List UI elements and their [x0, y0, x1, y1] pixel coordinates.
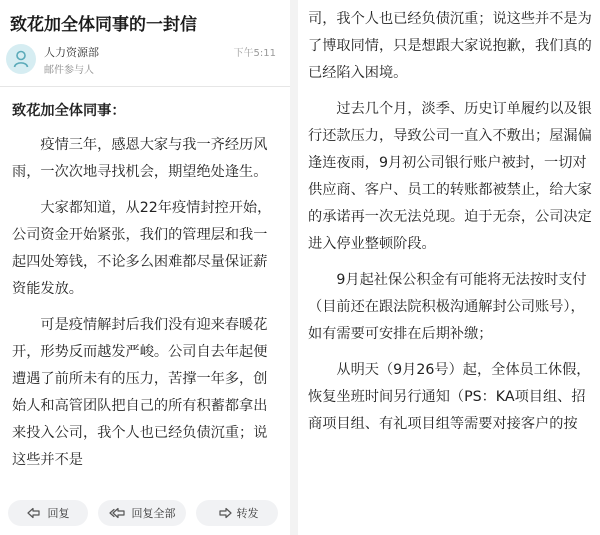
forward-icon	[216, 507, 232, 519]
reply-icon	[27, 507, 43, 519]
body-paragraph: 大家都知道，从22年疫情封控开始，公司资金开始紧张，我们的管理层和我一起四处筹钱，不论多么困难都尽量保证薪资能发放。	[12, 200, 272, 297]
email-screenshot-right	[298, 0, 600, 535]
body-paragraph: 司，我个人也已经负债沉重；说这些并不是为了博取同情，只是想跟大家说抱歉，我们真的已经陷入困境。	[308, 11, 592, 81]
forward-label: 转发	[236, 507, 259, 520]
body-paragraph: 9月起社保公积金有可能将无法按时支付（目前还在跟法院积极沟通解封公司账号），如有需要可安排在后期补缴；	[308, 272, 587, 342]
header-divider	[0, 86, 290, 87]
sender-avatar[interactable]	[6, 44, 36, 74]
email-body	[12, 98, 280, 483]
reply-label: 回复	[47, 507, 70, 520]
screenshot-gap	[290, 0, 298, 535]
reply-all-label: 回复全部	[131, 507, 176, 520]
email-subject: 致花加全体同事的一封信	[10, 15, 197, 35]
email-greeting: 致花加全体同事：	[12, 103, 126, 119]
sender-name[interactable]: 人力资源部	[44, 46, 99, 59]
forward-button[interactable]	[196, 500, 278, 526]
body-paragraph: 可是疫情解封后我们没有迎来春暖花开，形势反而越发严峻。公司自去年起便遭遇了前所未有的压力，苦撑一年多，创始人和高管团队把自己的所有积蓄都拿出来投入公司，我个人也已经负债沉重；说这些并不是	[12, 317, 268, 468]
body-paragraph: 疫情三年，感恩大家与我一齐经历风雨，一次次地寻找机会，期望绝处逢生。	[12, 137, 268, 180]
email-screenshot-left	[0, 0, 290, 535]
email-timestamp: 下午5:11	[233, 48, 276, 59]
action-bar	[0, 490, 290, 535]
person-icon	[13, 50, 29, 68]
body-paragraph: 过去几个月，淡季、历史订单履约以及银行还款压力，导致公司一直入不敷出；屋漏偏逢连夜雨，9月初公司银行账户被封，一切对供应商、客户、员工的转账都被禁止，给大家的承诺再一次无法兑现。迫于无奈，公司决定进入停业整顿阶段。	[308, 101, 592, 252]
recipient-label[interactable]: 邮件参与人	[44, 65, 94, 76]
reply-button[interactable]	[8, 500, 88, 526]
reply-all-icon	[109, 507, 127, 519]
reply-all-button[interactable]	[98, 500, 186, 526]
email-body-continued	[308, 6, 594, 447]
body-paragraph: 从明天（9月26号）起，全体员工休假，恢复坐班时间另行通知（PS：KA项目组、招商项目组、有礼项目组等需要对接客户的按	[308, 362, 591, 432]
